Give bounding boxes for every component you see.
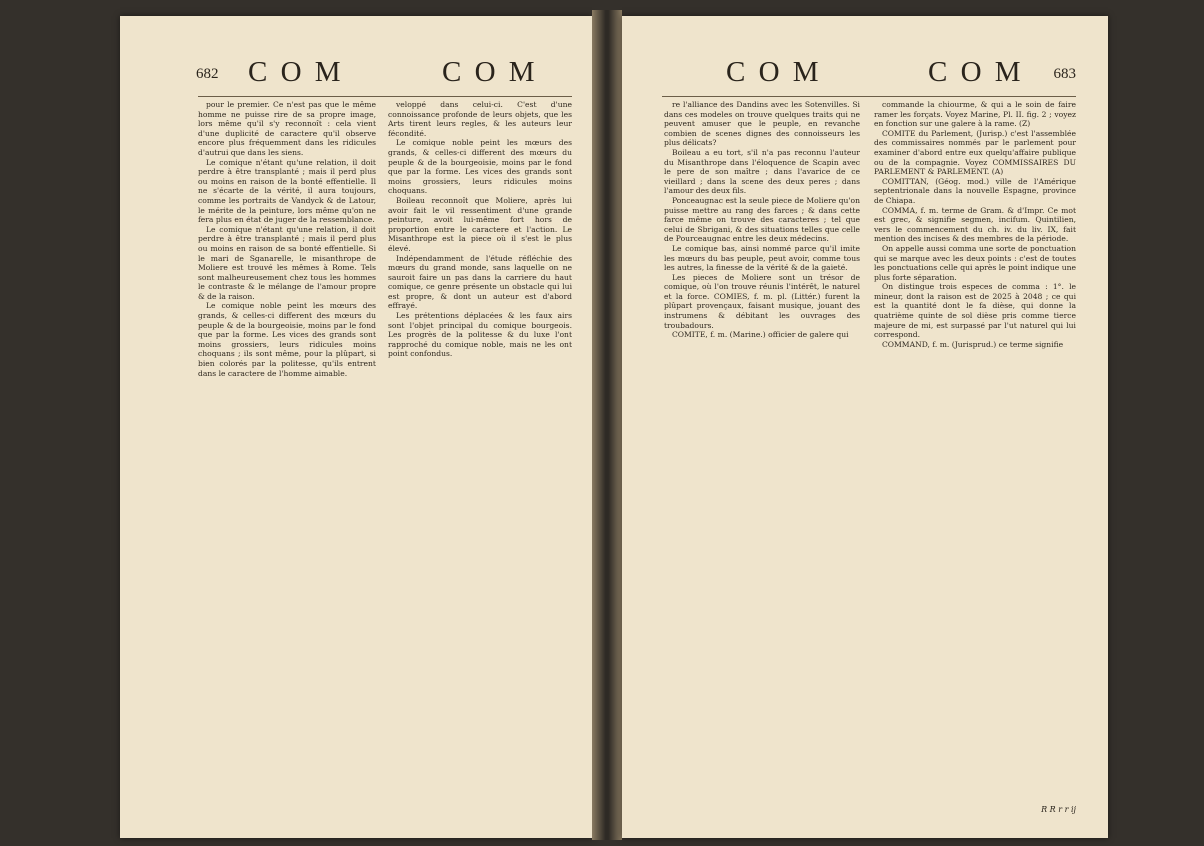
left-running-head bbox=[196, 56, 572, 88]
left-header-word-2: C O M bbox=[442, 56, 538, 88]
signature-mark: R R r r ij bbox=[1041, 805, 1076, 814]
right-page-number: 683 bbox=[1053, 66, 1076, 82]
paragraph: Ponceaugnac est la seule piece de Moliere qu'on puisse mettre au rang des farces ; & dans cette farce même on trouve des caracteres ; tel que celui de Sbrigani, & des situations telles que celle de Pourceaugnac entre les deux médecins. bbox=[664, 195, 860, 244]
paragraph: pour le premier. Ce n'est pas que le même homme ne puisse rire de sa propre image, lors même qu'il s'y reconnoît : cela vient d'une duplicité de caractere qu'il observe encore plus fréquemment dans les ridicules d'autrui que dans les siens. bbox=[198, 100, 376, 157]
left-header-word-1: C O M bbox=[248, 56, 344, 88]
left-page bbox=[120, 16, 592, 838]
paragraph: commande la chiourme, & qui a le soin de faire ramer les forçats. Voyez Marine, Pl. II. fig. 2 ; voyez en fonction sur une galere à la rame. (Z) bbox=[874, 100, 1076, 129]
paragraph: COMITE du Parlement, (Jurisp.) c'est l'assemblée des commissaires nommés par le parlement pour examiner d'abord entre eux quelqu'affaire publique ou de la compagnie. Voyez COMMISSAIRES DU PARLEMENT & PARLEMENT. (A) bbox=[874, 128, 1076, 177]
paragraph: Le comique noble peint les mœurs des grands, & celles-ci different des mœurs du peuple & de la bourgeoisie, moins par le fond que par la forme. Les vices des grands sont moins grossiers, leurs ridicules moins choquans. bbox=[388, 138, 572, 196]
paragraph: Le comique n'étant qu'une relation, il doit perdre à être transplanté ; mais il perd plus ou moins en raison de sa bonté effentielle. Si le mari de Sganarelle, le misanthrope de Moliere est trouvé les mêmes à Rome. Tels sont malheureusement chez tous les hommes le contraste & le mélange de l'amour propre & de la raison. bbox=[198, 224, 376, 301]
right-column-2 bbox=[874, 100, 1076, 810]
paragraph: Le comique n'étant qu'une relation, il doit perdre à être transplanté ; mais il perd plus ou moins en raison de la bonté effentielle. Il ne s'écarte de la vérité, il aura toujours, comme les portraits de Vandyck & de Latour, le mérite de la peinture, lors même qu'on ne fera plus en état de juger de la ressemblance. bbox=[198, 157, 376, 225]
paragraph: veloppé dans celui-ci. C'est d'une connoissance profonde de leurs objets, que les Arts tirent leurs regles, & les auteurs leur fécondité. bbox=[388, 100, 572, 138]
paragraph: COMMAND, f. m. (Jurisprud.) ce terme signifie bbox=[882, 339, 1064, 349]
left-page-number: 682 bbox=[196, 66, 219, 82]
paragraph: Les pieces de Moliere sont un trésor de comique, où l'on trouve réunis l'intérêt, le naturel et la force. COMIES, f. m. pl. (Littér.) furent la plûpart provençaux, faisant musique, jouant des instrumens & débitant les ouvrages des troubadours. bbox=[664, 272, 860, 330]
paragraph: On appelle aussi comma une sorte de ponctuation qui se marque avec les deux points : c'est de toutes les ponctuations celle qui après le point indique une plus forte séparation. bbox=[874, 243, 1076, 282]
paragraph: Indépendamment de l'étude réfléchie des mœurs du grand monde, sans laquelle on ne sauroit faire un pas dans la carriere du haut comique, ce genre présente un obstacle qui lui est propre, & dont un auteur est d'abord effrayé. bbox=[388, 253, 572, 311]
book-gutter bbox=[592, 10, 622, 840]
paragraph: On distingue trois especes de comma : 1°. le mineur, dont la raison est de 2025 à 2048 ; ce qui est la quantité dont le fa dièse, qui donne la quatrième quinte de sol dièse pris comme tierce majeure de mi, est surpassé par l'ut naturel qui lui correspond. bbox=[874, 282, 1076, 340]
right-header-word-1: C O M bbox=[726, 56, 822, 88]
paragraph: re l'alliance des Dandins avec les Sotenvilles. Si dans ces modeles on trouve quelques traits qui ne peuvent amuser que le peuple, en revanche combien de scenes dignes des connoisseurs les plus délicats? bbox=[664, 100, 860, 148]
left-column-2 bbox=[388, 100, 572, 810]
paragraph: COMMA, f. m. terme de Gram. & d'Impr. Ce mot est grec, & signifie segmen, incifum. Quintilien, vers le commencement du ch. iv. du liv. IX, fait mention des incises & des membres de la période. bbox=[874, 205, 1076, 244]
right-header-rule bbox=[662, 96, 1076, 97]
paragraph: Le comique noble peint les mœurs des grands, & celles-ci different des mœurs du peuple & de la bourgeoisie, moins par le fond que par la forme. Les vices des grands sont moins grossiers, leurs ridicules moins choquans ; ils sont même, pour la plûpart, si bien colorés par la politesse, qu'ils entrent dans le caractere de l'homme aimable. bbox=[198, 301, 376, 378]
paragraph: Les prétentions déplacées & les faux airs sont l'objet principal du comique bourgeois. Les progrès de la politesse & du luxe l'ont rapproché du comique noble, mais ne les ont point confondus. bbox=[388, 311, 572, 359]
right-column-1 bbox=[664, 100, 860, 810]
paragraph: COMITE, f. m. (Marine.) officier de galere qui bbox=[672, 330, 849, 340]
right-running-head bbox=[662, 56, 1076, 88]
left-header-rule bbox=[198, 96, 572, 97]
left-column-1 bbox=[198, 100, 376, 810]
right-page bbox=[622, 16, 1108, 838]
paragraph: Boileau a eu tort, s'il n'a pas reconnu l'auteur du Misanthrope dans l'éloquence de Scapin avec le pere de son maître ; dans l'avarice de ce vieillard ; dans la scene des deux peres ; dans l'amour des deux fils. bbox=[664, 147, 860, 196]
paragraph: Le comique bas, ainsi nommé parce qu'il imite les mœurs du bas peuple, peut avoir, comme tous les autres, la finesse de la vérité & de la gaieté. bbox=[664, 243, 860, 273]
paragraph: Boileau reconnoît que Moliere, après lui avoir fait le vil ressentiment d'une grande peinture, avoit lui-même fort hors de proportion entre le caractere et l'action. Le Misanthrope est la piece où il s'est le plus élevé. bbox=[388, 195, 572, 253]
paragraph: COMITTAN, (Géog. mod.) ville de l'Amérique septentrionale dans la nouvelle Espagne, province de Chiapa. bbox=[874, 176, 1076, 205]
right-header-word-2: C O M bbox=[928, 56, 1024, 88]
